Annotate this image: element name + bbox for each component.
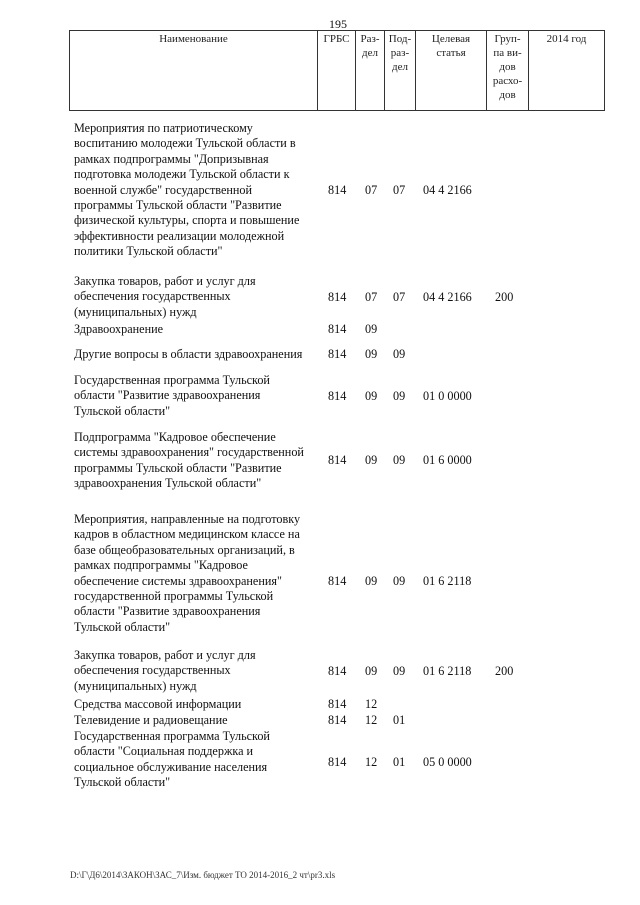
row-grbs: 814 [328, 453, 347, 467]
row-grbs: 814 [328, 290, 347, 304]
row-name: Закупка товаров, работ и услуг для обеспечения государственных (муниципальных) нужд [74, 648, 256, 693]
row-razdel: 09 [365, 322, 378, 336]
row-name: Здравоохранение [74, 322, 164, 336]
row-razdel: 09 [365, 347, 378, 361]
row-name: Подпрограмма "Кадровое обеспечение системы здравоохранения" государственной программы Тульской области "Развитие здравоохранения Тульской области" [74, 430, 304, 491]
row-razdel: 09 [365, 664, 378, 678]
row-target: 04 4 2166 [423, 183, 472, 197]
row-razdel: 12 [365, 697, 378, 711]
page-number: 195 [329, 17, 347, 31]
row-podrazdel: 09 [393, 453, 406, 467]
header-year: 2014 год [529, 31, 605, 111]
row-target: 01 6 0000 [423, 453, 472, 467]
row-vr: 200 [495, 664, 514, 678]
row-name: Мероприятия по патриотическому воспитанию молодежи Тульской области в рамках подпрограммы "Допризывная подготовка молодежи Тульской области к военной службе" государственной программы Тульской области "Развитие физической культуры, спорта и повышение эффективности реализации молодежной политики Тульской области" [74, 121, 300, 259]
row-target: 01 6 2118 [423, 574, 472, 588]
row-name: Государственная программа Тульской области "Социальная поддержка и социальное обслуживание населения Тульской области" [74, 729, 270, 790]
row-razdel: 09 [365, 574, 378, 588]
row-razdel: 09 [365, 389, 378, 403]
row-name: Закупка товаров, работ и услуг для обеспечения государственных (муниципальных) нужд [74, 274, 256, 319]
row-target: 01 6 2118 [423, 664, 472, 678]
row-podrazdel: 07 [393, 183, 406, 197]
row-name: Средства массовой информации [74, 697, 242, 711]
header-razdel: Раз- дел [356, 31, 385, 111]
row-razdel: 09 [365, 453, 378, 467]
row-podrazdel: 07 [393, 290, 406, 304]
row-razdel: 07 [365, 290, 378, 304]
row-grbs: 814 [328, 183, 347, 197]
row-podrazdel: 09 [393, 574, 406, 588]
header-grbs: ГРБС [318, 31, 356, 111]
row-vr: 200 [495, 290, 514, 304]
header-vr: Груп- па ви- дов расхо- дов [487, 31, 529, 111]
row-name: Государственная программа Тульской области "Развитие здравоохранения Тульской области" [74, 373, 270, 418]
row-name: Другие вопросы в области здравоохранения [74, 347, 303, 361]
row-name: Мероприятия, направленные на подготовку кадров в областном медицинском классе на базе общеобразовательных организаций, в рамках подпрограммы "Кадровое обеспечение системы здравоохранения" государственной программы Тульской области "Развитие здравоохранения Тульской области" [74, 512, 301, 634]
row-podrazdel: 01 [393, 713, 406, 727]
header-name: Наименование [70, 31, 318, 111]
row-name: Телевидение и радиовещание [74, 713, 228, 727]
row-grbs: 814 [328, 755, 347, 769]
row-podrazdel: 09 [393, 347, 406, 361]
header-target: Целевая статья [416, 31, 487, 111]
row-grbs: 814 [328, 697, 347, 711]
row-target: 04 4 2166 [423, 290, 472, 304]
row-grbs: 814 [328, 574, 347, 588]
row-grbs: 814 [328, 322, 347, 336]
table-header [69, 30, 605, 111]
row-podrazdel: 09 [393, 389, 406, 403]
header-podrazdel: Под- раз- дел [385, 31, 416, 111]
file-path-footer: D:\Г\Д6\2014\ЗАКОН\ЗАС_7\Изм. бюджет ТО 2014-2016_2 чт\pr3.xls [70, 870, 336, 880]
row-podrazdel: 09 [393, 664, 406, 678]
row-target: 01 0 0000 [423, 389, 472, 403]
row-podrazdel: 01 [393, 755, 406, 769]
row-target: 05 0 0000 [423, 755, 472, 769]
row-razdel: 12 [365, 713, 378, 727]
row-grbs: 814 [328, 347, 347, 361]
row-grbs: 814 [328, 389, 347, 403]
row-grbs: 814 [328, 664, 347, 678]
row-razdel: 12 [365, 755, 378, 769]
row-grbs: 814 [328, 713, 347, 727]
row-razdel: 07 [365, 183, 378, 197]
